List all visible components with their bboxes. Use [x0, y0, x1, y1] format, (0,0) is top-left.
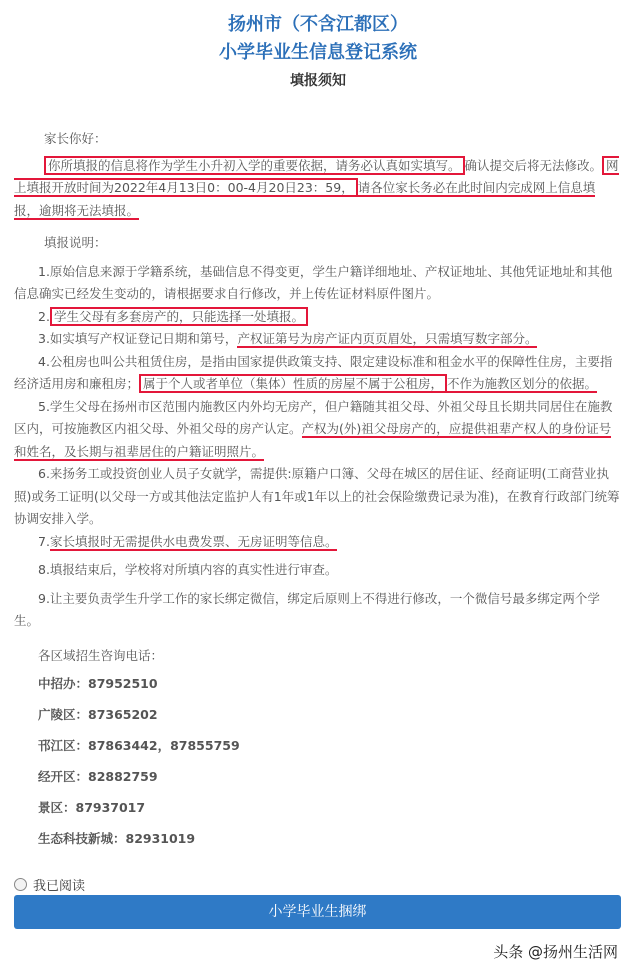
contact-row: 广陵区：87365202	[38, 707, 158, 722]
section-title: 填报说明：	[44, 235, 107, 250]
item-5-underline: 产权为(外)祖父母房产的，应提供祖辈产权人的身份证号和姓名，及长期与祖辈居住的户籍证明照片。	[14, 421, 612, 459]
item-3-text: 3.如实填写产权证登记日期和第号，	[38, 331, 238, 346]
item-6: 6.来扬务工或投资创业人员子女就学，需提供:原籍户口簿、父母在城区的居住证、经商证明(工商营业执照)或务工证明(以父母一方或其他法定监护人有1年或1年以上的社会保险缴费记录为准)，在教育行政部门统筹协调安排入学。	[14, 466, 620, 526]
item-2-box: 学生父母有多套房产的，只能选择一处填报。	[50, 307, 308, 326]
item-4-text: 4.公租房也叫公共租赁住房，是指由国家提供政策支持、限定建设标准和租金水平的保障性住房，主要指经济适用房和廉租房；	[14, 353, 613, 391]
item-1: 1.原始信息来源于学籍系统，基础信息不得变更，学生户籍详细地址、产权证地址、其他凭证地址和其他信息确实已经发生变动的，请根据要求自行修改，并上传佐证材料原件图片。	[14, 263, 613, 301]
item-5-text: 5.学生父母在扬州市区范围内施教区内外均无房产，但户籍随其祖父母、外祖父母且长期共同居住在施教区内，可按施教区内祖父母、外祖父母的房产认定。	[14, 398, 613, 436]
greeting: 家长你好：	[44, 131, 107, 146]
read-confirm[interactable]	[14, 875, 85, 894]
intro-paragraph	[14, 155, 620, 223]
item-8: 8.填报结束后，学校将对所填内容的真实性进行审查。	[38, 562, 338, 577]
item-3	[14, 328, 620, 351]
item-2	[14, 306, 620, 329]
contact-row: 中招办：87952510	[38, 676, 158, 691]
item-4-box: 属于个人或者单位（集体）性质的房屋不属于公租房，	[139, 374, 447, 393]
item-7-underline: 家长填报时无需提供水电费发票、无房证明等信息。	[49, 533, 338, 549]
page-title-line2: 小学毕业生信息登记系统	[219, 42, 417, 63]
read-confirm-label: 我已阅读	[33, 879, 86, 894]
bind-button[interactable]: 小学毕业生捆绑	[14, 895, 621, 929]
item-2-num: 2.	[38, 308, 50, 324]
contact-row: 景区：87937017	[38, 800, 146, 815]
intro-highlight-box: 你所填报的信息将作为学生小升初入学的重要依据，请务必认真如实填写。	[44, 156, 465, 175]
notice-content	[14, 128, 620, 859]
open-time-box: 网上填报开放时间为2022年4月13日0：00-4月20日23：59，	[14, 157, 619, 195]
contacts	[14, 645, 620, 860]
item-9: 9.让主要负责学生升学工作的家长绑定微信，绑定后原则上不得进行修改，一个微信号最多绑定两个学生。	[14, 590, 600, 628]
item-4	[14, 351, 620, 396]
contact-row: 经开区：82882759	[38, 769, 158, 784]
watermark: 头条 @扬州生活网	[493, 943, 618, 961]
page-title-line1: 扬州市（不含江都区）	[228, 14, 408, 35]
item-3-underline: 产权证第号为房产证内页页眉处，只需填写数字部分。	[237, 331, 538, 346]
item-5	[14, 396, 620, 464]
contact-row: 生态科技新城：82931019	[38, 831, 196, 846]
contact-row: 邗江区：87863442，87855759	[38, 738, 240, 753]
notice-subtitle: 填报须知	[290, 73, 346, 89]
item-7-num: 7.	[38, 533, 50, 549]
deadline-underline: 请各位家长务必在此时间内完成网上信息填报，逾期将无法填报。	[14, 180, 596, 218]
item-4-underline: 不作为施教区划分的依据。	[447, 376, 598, 391]
item-7	[14, 531, 620, 554]
radio-icon[interactable]	[14, 878, 27, 891]
intro-text: 确认提交后将无法修改。	[464, 157, 603, 173]
contacts-heading: 各区域招生咨询电话：	[38, 647, 164, 663]
